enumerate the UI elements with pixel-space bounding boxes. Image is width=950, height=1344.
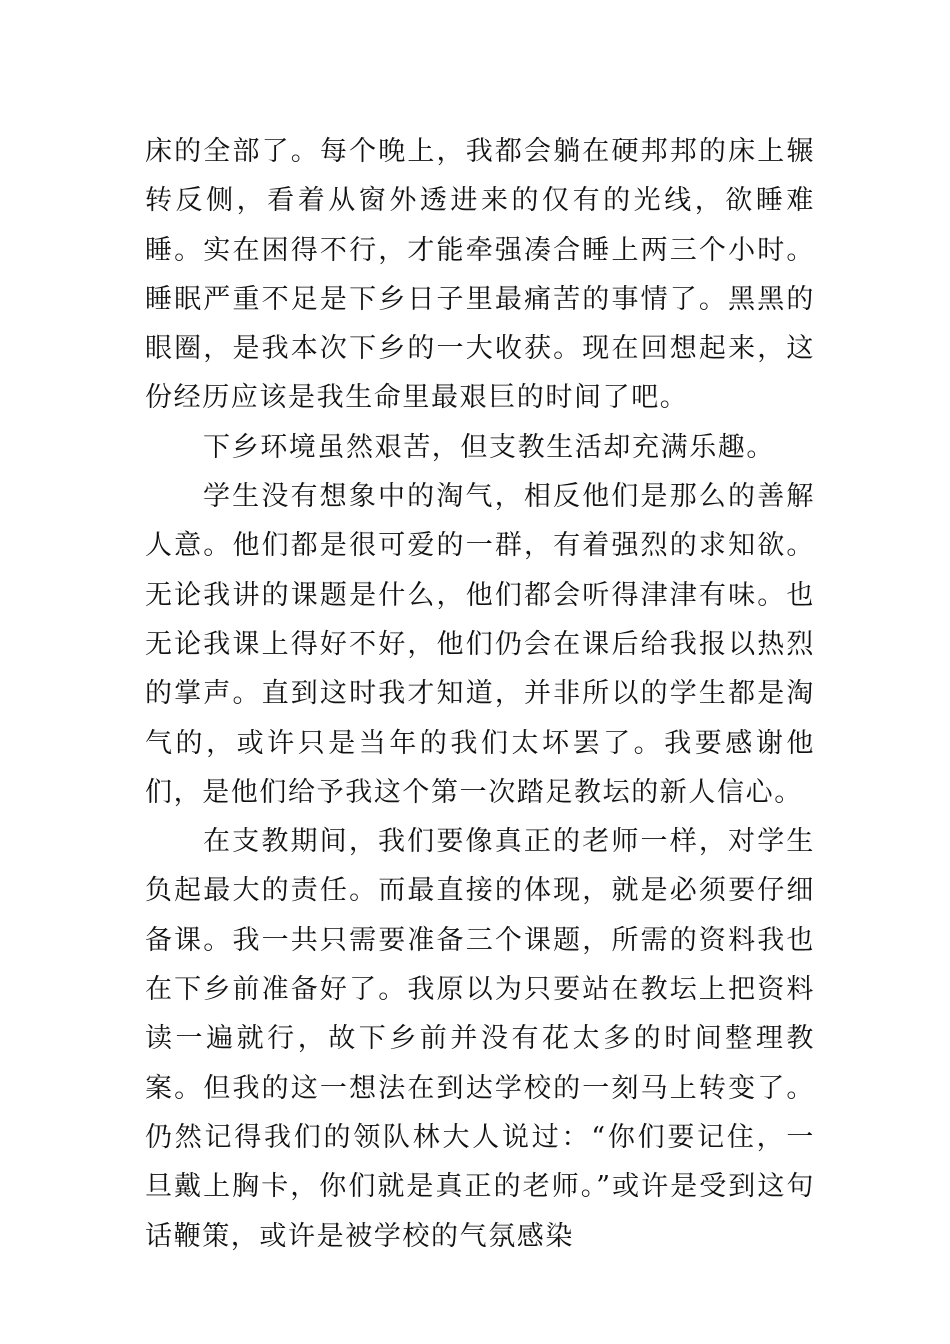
paragraph-environment: 下乡环境虽然艰苦，但支教生活却充满乐趣。 [203, 431, 775, 463]
paragraph-students: 学生没有想象中的淘气，相反他们是那么的善解人意。他们都是很可爱的一群，有着强烈的求知欲。无论我讲的课题是什么，他们都会听得津津有味。也无论我课上得好不好，他们仍会在课后给我报以热烈的掌声。直到这时我才知道，并非所以的学生都是淘气的，或许只是当年的我们太坏罢了。我要感谢他们，是他们给予我这个第一次踏足教坛的新人信心。 [145, 481, 815, 808]
body-text [145, 127, 815, 1261]
paragraph-continued: 床的全部了。每个晚上，我都会躺在硬邦邦的床上辗转反侧，看着从窗外透进来的仅有的光线，欲睡难睡。实在困得不行，才能牵强凑合睡上两三个小时。睡眠严重不足是下乡日子里最痛苦的事情了。黑黑的眼圈，是我本次下乡的一大收获。现在回想起来，这份经历应该是我生命里最艰巨的时间了吧。 [145, 136, 815, 414]
paragraph-teaching: 在支教期间，我们要像真正的老师一样，对学生负起最大的责任。而最直接的体现，就是必须要仔细备课。我一共只需要准备三个课题，所需的资料我也在下乡前准备好了。我原以为只要站在教坛上把资料读一遍就行，故下乡前并没有花太多的时间整理教案。但我的这一想法在到达学校的一刻马上转变了。仍然记得我们的领队林大人说过：“你们要记住，一旦戴上胸卡，你们就是真正的老师。”或许是受到这句话鞭策，或许是被学校的气氛感染 [145, 826, 815, 1252]
